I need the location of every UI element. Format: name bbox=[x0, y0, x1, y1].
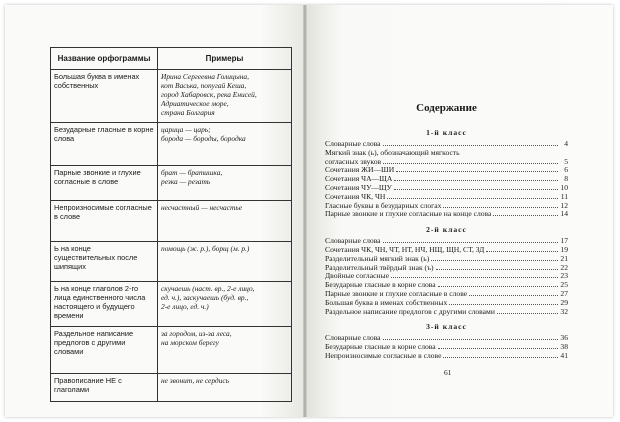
toc-leader-dots bbox=[391, 276, 558, 278]
rule-examples bbox=[158, 70, 292, 123]
toc-entry-page: 38 bbox=[560, 342, 568, 352]
example-line: кот Васька, попугай Кеша, bbox=[161, 81, 247, 90]
toc-entry-title: Парные звонкие и глухие согласные в слове bbox=[325, 288, 468, 298]
toc-entry-page: 32 bbox=[560, 306, 568, 316]
example-line: резка — резать bbox=[161, 177, 211, 186]
toc-title: Содержание bbox=[416, 102, 477, 114]
toc-entry-page: 29 bbox=[560, 297, 568, 307]
toc-entry-page: 21 bbox=[560, 253, 568, 263]
toc-leader-dots bbox=[383, 241, 558, 243]
toc-grade-heading: 1-й класс bbox=[426, 128, 467, 137]
toc-leader-dots bbox=[443, 206, 558, 208]
rule-examples bbox=[158, 123, 292, 166]
toc-leader-dots bbox=[438, 285, 558, 287]
toc-entry-page: 4 bbox=[564, 139, 568, 148]
toc-entry-page: 17 bbox=[560, 236, 568, 246]
toc-leader-dots bbox=[431, 259, 558, 261]
toc-entry-title: согласных звуков bbox=[325, 156, 382, 166]
toc-entry-title: Большая буква в именах собственных bbox=[325, 297, 448, 307]
toc-entry-page: 6 bbox=[564, 165, 568, 175]
example-line: скучаешь (наст. вр., 2-е лицо, bbox=[161, 284, 255, 293]
rule-name: Безударные гласные в корне слова bbox=[51, 123, 158, 166]
toc-entry-page: 10 bbox=[560, 182, 568, 192]
toc-entry-title: Безударные гласные в корне слова bbox=[325, 342, 436, 352]
toc-leader-dots bbox=[497, 312, 558, 314]
rule-name: Непроизносимые согласные в слове bbox=[51, 201, 158, 242]
book-gutter bbox=[303, 5, 307, 417]
table-row bbox=[51, 327, 292, 374]
toc-entry-page: 8 bbox=[564, 174, 568, 184]
toc-entry-title: Разделительный мягкий знак (ь) bbox=[325, 253, 430, 263]
toc-entry-page: 36 bbox=[560, 333, 568, 343]
toc-entry-title: Непроизносимые согласные в слове bbox=[325, 350, 442, 360]
toc-leader-dots bbox=[449, 303, 558, 305]
example-line: на морском берегу bbox=[161, 338, 219, 347]
toc-entry-page: 23 bbox=[560, 271, 568, 281]
toc-leader-dots bbox=[443, 356, 558, 358]
toc-leader-dots bbox=[387, 197, 558, 199]
rule-examples bbox=[158, 166, 292, 201]
toc-grade-heading: 2-й класс bbox=[426, 225, 467, 235]
table-row bbox=[51, 70, 292, 123]
toc-leader-dots bbox=[493, 214, 558, 216]
toc-entry-page: 41 bbox=[560, 350, 568, 360]
example-line: брат — братишка, bbox=[161, 168, 223, 177]
table-row bbox=[51, 282, 292, 327]
toc-grade-heading: 3-й класс bbox=[426, 322, 467, 332]
rule-name: Правописание НЕ с глаголами bbox=[51, 374, 158, 402]
example-line: ед. ч.), заскучаешь (буд. вр., bbox=[161, 293, 249, 302]
toc-entry-page: 11 bbox=[560, 191, 568, 201]
example-line: борода — бороды, бородка bbox=[161, 134, 246, 143]
toc-entry-title: Сочетания ЖИ—ШИ bbox=[325, 165, 395, 175]
table-header-row bbox=[51, 48, 292, 70]
rule-name: Ь на конце существительных после шипящих bbox=[51, 242, 158, 282]
toc-entry-title: Двойные согласные bbox=[325, 271, 389, 281]
example-line: за городом, из-за леса, bbox=[161, 329, 232, 338]
toc-leader-dots bbox=[394, 188, 558, 190]
toc-entry-title: Разделительный твёрдый знак (ъ) bbox=[325, 262, 434, 272]
toc-entry-title: Сочетания ЧУ—ЩУ bbox=[325, 182, 392, 192]
toc-entry bbox=[325, 210, 568, 219]
toc-entry-title: Безударные гласные в корне слова bbox=[325, 280, 436, 290]
rule-name: Большая буква в именах собственных bbox=[51, 70, 158, 123]
table-row bbox=[51, 166, 292, 201]
toc-leader-dots bbox=[438, 347, 558, 349]
toc-entry-title: Гласные буквы в безударных слогах bbox=[325, 200, 442, 210]
toc-leader-dots bbox=[394, 179, 558, 181]
toc-entry-title: Сочетания ЧК, ЧН bbox=[325, 191, 386, 201]
toc-entry-title: Словарные слова bbox=[325, 139, 381, 148]
toc-entry bbox=[325, 352, 568, 361]
toc-entry-title: Раздельное написание предлогов с другими словами bbox=[325, 306, 495, 316]
example-line: Адриатическое море, bbox=[161, 99, 229, 108]
toc-entry-page: 19 bbox=[560, 244, 568, 254]
example-line: Ирина Сергеевна Голицына, bbox=[161, 72, 249, 81]
rule-examples bbox=[158, 374, 292, 402]
rule-examples bbox=[158, 327, 292, 374]
rule-name: Ь на конце глаголов 2-го лица единственного числа настоящего и будущего времени bbox=[51, 282, 158, 327]
toc-entry-title: Парные звонкие и глухие согласные на конце слова bbox=[325, 209, 492, 219]
toc-entry-title: Сочетания ЧК, ЧН, ЧТ, НТ, НЧ, НЩ, ЩН, СТ, ЗД bbox=[325, 244, 485, 254]
rule-name: Раздельное написание предлогов с другими словами bbox=[51, 327, 158, 374]
table-row bbox=[51, 201, 292, 242]
table-row bbox=[51, 242, 292, 282]
example-line: город Хабаровск, река Енисей, bbox=[161, 90, 257, 99]
toc-leader-dots bbox=[383, 144, 558, 146]
table-header-examples: Примеры bbox=[158, 48, 292, 70]
table-of-contents bbox=[325, 80, 568, 361]
example-line: несчастный — несчастье bbox=[161, 203, 243, 212]
toc-leader-dots bbox=[396, 170, 558, 172]
toc-entry bbox=[325, 308, 568, 317]
example-line: помощь (ж. р.), борщ (м. р.) bbox=[161, 244, 250, 253]
rule-examples bbox=[158, 282, 292, 327]
toc-entry-page: 27 bbox=[560, 288, 568, 298]
toc-entry-page: 5 bbox=[564, 156, 568, 166]
toc-entry-title: Мягкий знак (ь), обозначающий мягкость bbox=[325, 147, 460, 157]
table-row bbox=[51, 374, 292, 402]
toc-entry-title: Словарные слова bbox=[325, 236, 381, 246]
toc-leader-dots bbox=[486, 250, 558, 252]
toc-entry-page: 14 bbox=[560, 209, 568, 219]
rule-examples bbox=[158, 201, 292, 242]
toc-entry-title: Сочетания ЧА—ЩА bbox=[325, 174, 393, 184]
example-line: не звонит, не сердись bbox=[161, 376, 229, 385]
example-line: царица — царь; bbox=[161, 125, 211, 134]
page-number: 61 bbox=[444, 368, 452, 377]
table-header-name: Название орфограммы bbox=[51, 48, 158, 70]
toc-leader-dots bbox=[383, 162, 558, 164]
spelling-rules-table bbox=[50, 47, 292, 402]
rule-examples bbox=[158, 242, 292, 282]
toc-entry-title: Словарные слова bbox=[325, 333, 381, 343]
example-line: страна Болгария bbox=[161, 108, 215, 117]
toc-entry-page: 22 bbox=[560, 262, 568, 272]
example-line: 2-е лицо, ед. ч.) bbox=[161, 302, 209, 311]
toc-entry-page: 25 bbox=[560, 280, 568, 290]
table-row bbox=[51, 123, 292, 166]
toc-leader-dots bbox=[469, 294, 558, 296]
toc-leader-dots bbox=[383, 338, 558, 340]
rule-name: Парные звонкие и глухие согласные в слове bbox=[51, 166, 158, 201]
toc-leader-dots bbox=[436, 268, 558, 270]
toc-entry-page: 12 bbox=[560, 200, 568, 210]
